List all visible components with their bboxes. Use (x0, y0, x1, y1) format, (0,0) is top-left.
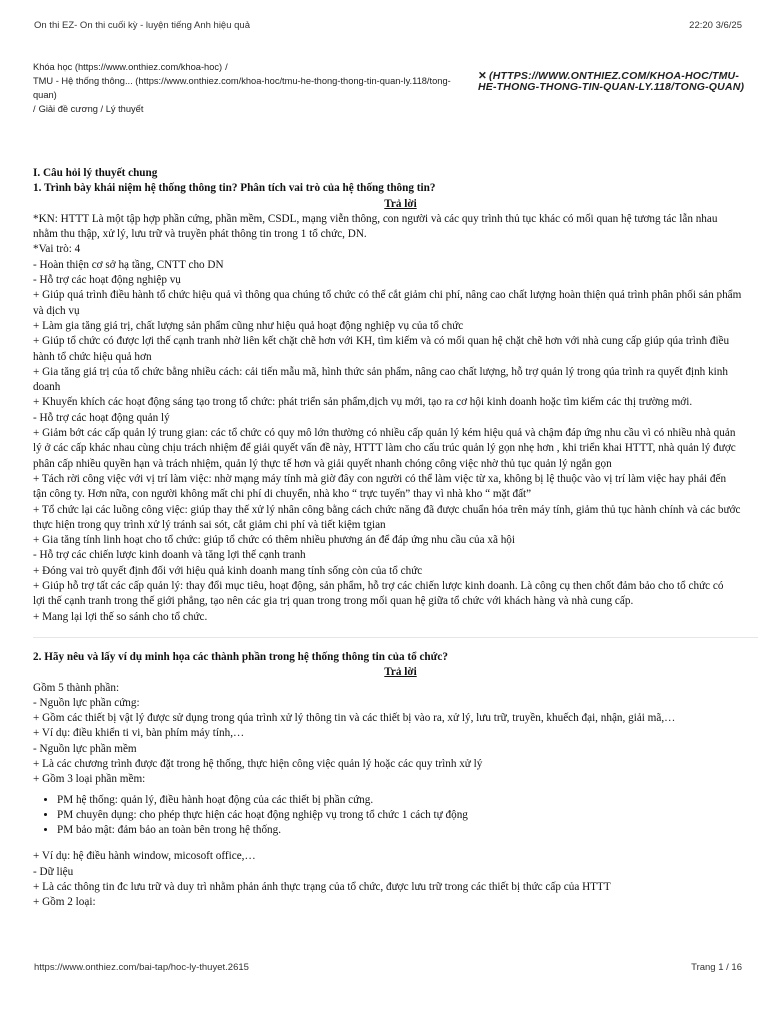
breadcrumb (33, 60, 473, 116)
text-line: + Là các thông tin đc lưu trữ và duy trì nhằm phản ánh thực trạng của tổ chức, được lưu trữ trong các thiết bị thức cấp của HTTT (33, 881, 611, 894)
text-line: + Giảm bớt các cấp quản lý trung gian: các tổ chức có quy mô lớn thường có nhiều cấp quản lý kém hiệu quả và chậm đáp ứng nhu cầu vì có nhiều nhà quản (33, 427, 736, 440)
breadcrumb-item-courses[interactable]: Khóa học (https://www.onthiez.com/khoa-hoc) (33, 62, 223, 72)
close-link-line1: (HTTPS://WWW.ONTHIEZ.COM/KHOA-HOC/TMU- (489, 71, 740, 82)
list-item: • PM bảo mật: đảm bảo an toàn bên trong hệ thống. (57, 823, 768, 838)
answer-2-body (33, 681, 768, 788)
breadcrumb-separator: / (33, 104, 36, 114)
text-line: + Khuyến khích các hoạt động sáng tạo trong tổ chức: phát triển sản phẩm,dịch vụ mới, tạo ra cơ hội kinh doanh hoặc tìm kiếm các thị trường mới. (33, 396, 693, 409)
answer-label-1: Trả lời (384, 197, 417, 210)
text-line: phân cấp nhiều quyền hạn và trách nhiệm, quản lý thực tế hơn và giải quyết nhanh chóng công việc nhờ thủ tục quản lý ngắn gọn (33, 457, 612, 470)
text-line: + Gia tăng tính linh hoạt cho tổ chức: giúp tổ chức có thêm nhiều phương án để đáp ứng nhu cầu của xã hội (33, 534, 515, 547)
text-line: - Hỗ trợ các chiến lược kinh doanh và tăng lợi thế cạnh tranh (33, 549, 306, 562)
print-footer-page: Trang 1 / 16 (691, 962, 742, 973)
print-header (34, 20, 742, 32)
text-line: + Ví dụ: hệ điều hành window, micosoft office,… (33, 850, 256, 863)
text-line: lý ở các cấp khác nhau cùng chịu trách nhiệm để giải quyết vấn đề này, HTTT làm cho cấu trúc quản lý gọn nhẹ hơn , khi triển khai HTTT, nhà quản lý được (33, 442, 736, 455)
text-line: doanh (33, 381, 61, 394)
text-line: + Gồm 3 loại phần mềm: (33, 773, 146, 786)
text-line: hành tổ chức hiệu quả hơn (33, 350, 152, 363)
text-line: + Ví dụ: điều khiển ti vi, bàn phím máy tính,… (33, 727, 245, 740)
print-footer-url: https://www.onthiez.com/bai-tap/hoc-ly-thuyet.2615 (34, 962, 249, 973)
answer-label-2: Trả lời (384, 666, 417, 679)
text-line: tận công ty. Hơn nữa, con người không mất chi phí di chuyển, nhà kho “ trực tuyến” thay vì nhà kho “ mặt đất” (33, 488, 532, 501)
text-line: - Hỗ trợ các hoạt động quản lý (33, 411, 170, 424)
text-line: + Gồm 2 loại: (33, 896, 96, 909)
text-line: + Giúp quá trình điều hành tổ chức hiệu quả vì thông qua chúng tổ chức có thể cắt giảm chi phí, nâng cao chất lượng hoàn thiện quá trình phân phối sản phẩm (33, 289, 742, 302)
print-header-datetime: 22:20 3/6/25 (689, 20, 742, 31)
text-line: nhằm thu thập, xử lý, lưu trữ và truyền phát thông tin trong 1 tổ chức, DN. (33, 228, 367, 241)
close-course-link[interactable] (478, 71, 768, 95)
question-1: 1. Trình bày khái niệm hệ thống thông tin? Phân tích vai trò của hệ thống thông tin? (33, 182, 436, 195)
section-heading: I. Câu hỏi lý thuyết chung (33, 167, 158, 179)
text-line: + Là các chương trình được đặt trong hệ thống, thực hiện công việc quản lý hoặc các quy trình xử lý (33, 757, 483, 770)
text-line: - Hỗ trợ các hoạt động nghiệp vụ (33, 274, 181, 287)
text-line: + Gồm các thiết bị vật lý được sử dụng trong qúa trình xử lý thông tin và các thiết bị vào ra, xử lý, lưu trữ, truyền, khuếch đại, nhận, giải mã,… (33, 712, 676, 725)
text-line: + Gia tăng giá trị của tổ chức bằng nhiều cách: cải tiến mẫu mã, hình thức sản phẩm, nâng cao chất lượng, hỗ trợ quản lý trong qúa trình ra quyết định kinh (33, 365, 728, 378)
software-types-list (33, 793, 768, 839)
text-line: + Làm gia tăng giá trị, chất lượng sản phẩm cũng như hiệu quả hoạt động nghiệp vụ của tổ chức (33, 319, 464, 332)
print-footer (34, 962, 742, 974)
answer-1-body (33, 212, 768, 625)
question-2: 2. Hãy nêu và lấy ví dụ minh họa các thành phần trong hệ thống thông tin của tổ chức? (33, 650, 448, 663)
text-line: *Vai trò: 4 (33, 243, 81, 256)
text-line: Gồm 5 thành phần: (33, 681, 120, 694)
text-line: - Hoàn thiện cơ sở hạ tầng, CNTT cho DN (33, 258, 224, 271)
text-line: + Giúp hỗ trợ tất các cấp quản lý: thay đổi mục tiêu, hoạt động, sản phẩm, hỗ trợ các chiến lược kinh doanh. Là công cụ then chốt đảm bảo cho tổ chức có (33, 580, 724, 593)
close-icon[interactable]: ✕ (478, 71, 487, 82)
answer-2-body-continued (33, 849, 768, 910)
list-item: • PM chuyên dụng: cho phép thực hiện các hoạt động nghiệp vụ trong tổ chức 1 cách tự động (57, 808, 768, 823)
text-line: thực hiện trong quy trình xử lý tránh sai sót, cắt giảm chi phí và tiết kiệm tgian (33, 518, 386, 531)
breadcrumb-item-current: Giải đề cương / Lý thuyết (38, 104, 144, 114)
text-line: và dịch vụ (33, 304, 80, 317)
text-line: + Giúp tổ chức có được lợi thế cạnh tranh nhờ liên kết chặt chẽ hơn với KH, tìm kiếm và có mối quan hệ chặt chẽ hơn với nhà cung cấp giúp qúa trình điều (33, 335, 730, 348)
section-divider (33, 637, 758, 638)
close-link-line2: HE-THONG-THONG-TIN-QUAN-LY.118/TONG-QUAN) (478, 81, 745, 93)
text-line: lợi thế cạnh tranh trong thế giới phẳng, tạo nên các gia trị quan trong trong mối quan hệ giữa tổ chức với khách hàng và nhà cung cấp. (33, 595, 634, 608)
text-line: + Mang lại lợi thế so sánh cho tổ chức. (33, 610, 208, 623)
text-line: - Nguồn lực phần mềm (33, 742, 137, 755)
text-line: + Tách rời công việc với vị trí làm việc: nhờ mạng máy tính mà giờ đây con người có thể làm việc từ xa, không bị lệ thuộc vào vị trí làm việc hay phải đến (33, 472, 727, 485)
text-line: - Dữ liệu (33, 865, 74, 878)
print-header-title: On thi EZ- On thi cuối kỳ - luyện tiếng Anh hiệu quả (34, 20, 250, 31)
text-line: + Tổ chức lại các luồng công việc: giúp thay thế xử lý nhân công bằng cách chức năng đã được chuẩn hóa trên máy tính, giảm thủ tục hành chính và các bước (33, 503, 741, 516)
breadcrumb-item-course[interactable]: TMU - Hệ thống thông... (https://www.onthiez.com/khoa-hoc/tmu-he-thong-thong-tin-quan-ly.118/tong-quan) (33, 76, 451, 100)
document-content (33, 166, 768, 946)
text-line: *KN: HTTT Là một tập hợp phần cứng, phần mềm, CSDL, mạng viễn thông, con người và các quy trình thủ tục khác có mối quan hệ tương tác lẫn nhau (33, 212, 718, 225)
text-line: + Đóng vai trò quyết định đối với hiệu quả kinh doanh mang tính sống còn của tổ chức (33, 564, 423, 577)
breadcrumb-separator: / (225, 62, 228, 72)
text-line: - Nguồn lực phần cứng: (33, 696, 140, 709)
list-item: • PM hệ thống: quản lý, điều hành hoạt động của các thiết bị phần cứng. (57, 793, 768, 808)
